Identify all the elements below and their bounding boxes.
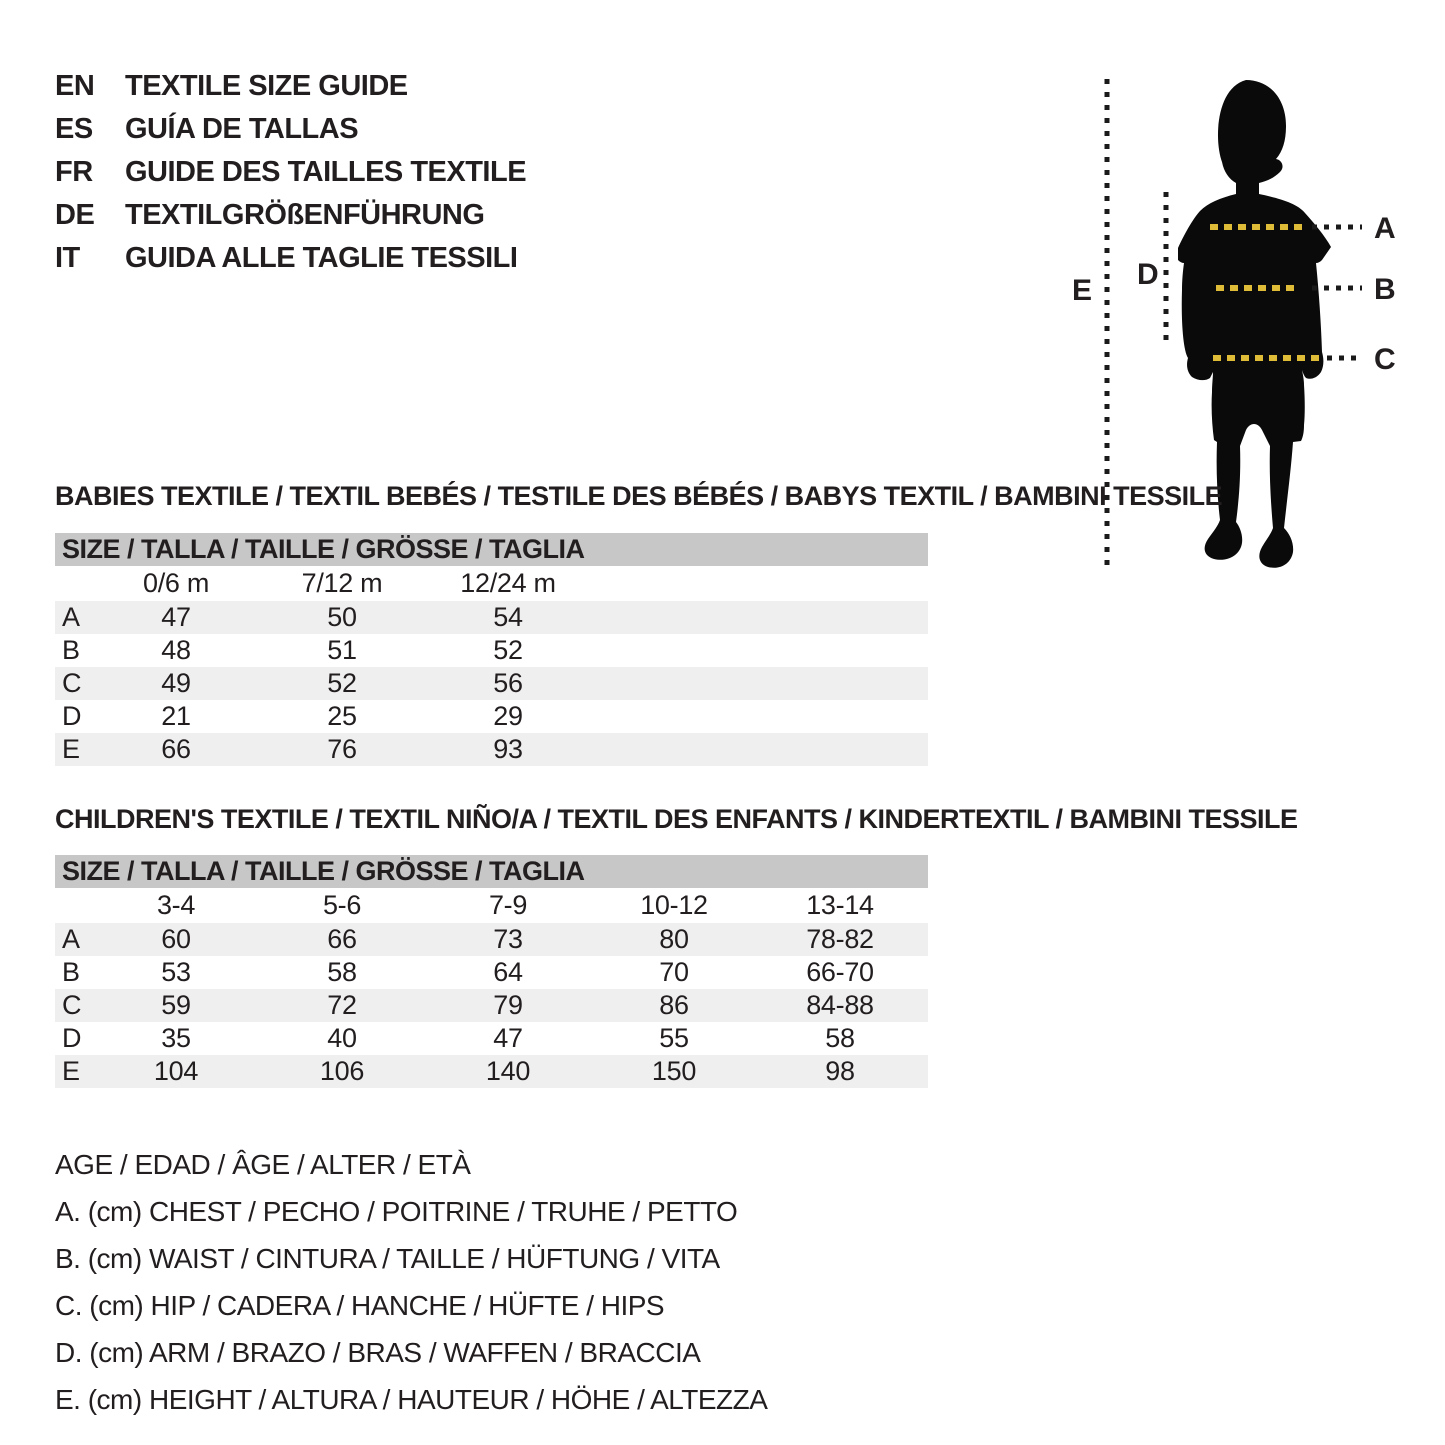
table-cell: 52 [493,635,523,665]
table-row [55,700,928,733]
legend-hip-line: C. (cm) HIP / CADERA / HANCHE / HÜFTE / HIPS [55,1290,665,1321]
table-cell: 70 [659,957,689,987]
language-row [55,237,526,280]
table-row [55,667,928,700]
filler-cell [591,601,928,634]
guide-title: GUIDA ALLE TAGLIE TESSILI [125,242,518,274]
table-cell: 54 [493,602,523,632]
table-row [55,1022,928,1055]
corner-cell [55,888,93,923]
babies-column-header-row [55,566,928,601]
hip-label-C: C [1374,343,1396,376]
table-cell: 93 [493,734,523,764]
table-cell: 59 [161,990,191,1020]
language-code: DE [55,199,95,231]
row-label: E [62,1056,80,1086]
table-row [55,1055,928,1088]
arm-label-D: D [1137,258,1159,291]
table-cell: 49 [161,668,191,698]
height-label-E: E [1072,274,1093,307]
legend-waist-line: B. (cm) WAIST / CINTURA / TAILLE / HÜFTUNG / VITA [55,1243,720,1274]
table-cell: 53 [161,957,191,987]
table-cell: 150 [651,1056,697,1086]
chest-label-A: A [1374,212,1396,245]
table-row [55,956,928,989]
table-cell: 76 [327,734,357,764]
column-header: 12/24 m [460,568,556,598]
table-row [55,601,928,634]
child-silhouette-diagram [1040,60,1445,600]
measurement-legend [55,1141,767,1423]
column-header: 0/6 m [142,568,210,598]
size-bar: SIZE / TALLA / TAILLE / GRÖSSE / TAGLIA [55,855,928,888]
row-label: D [62,1023,82,1053]
column-header: 7-9 [488,890,528,920]
table-cell: 78-82 [806,924,874,954]
children-size-table [55,855,928,1088]
language-row [55,108,526,151]
waist-label-B: B [1374,273,1396,306]
table-cell: 58 [327,957,357,987]
row-label: D [62,701,82,731]
table-cell: 52 [327,668,357,698]
row-label: A [62,602,80,632]
children-section-heading: CHILDREN'S TEXTILE / TEXTIL NIÑO/A / TEXTIL DES ENFANTS / KINDERTEXTIL / BAMBINI TESSILE [55,804,1298,834]
language-row [55,151,526,194]
table-cell: 35 [161,1023,191,1053]
language-code: EN [55,70,95,102]
filler-cell [923,923,928,956]
legend-chest-line: A. (cm) CHEST / PECHO / POITRINE / TRUHE / PETTO [55,1196,738,1227]
table-cell: 21 [161,701,191,731]
table-cell: 51 [327,635,357,665]
table-cell: 86 [659,990,689,1020]
table-row [55,923,928,956]
table-cell: 66 [161,734,191,764]
guide-title: TEXTILGRÖßENFÜHRUNG [125,199,485,231]
size-bar: SIZE / TALLA / TAILLE / GRÖSSE / TAGLIA [55,533,928,566]
table-cell: 104 [153,1056,199,1086]
table-cell: 80 [659,924,689,954]
table-cell: 66 [327,924,357,954]
table-cell: 106 [319,1056,365,1086]
table-cell: 40 [327,1023,357,1053]
table-row [55,634,928,667]
row-label: B [62,957,80,987]
column-header: 10-12 [640,890,708,920]
row-label: C [62,990,82,1020]
guide-title: GUIDE DES TAILLES TEXTILE [125,156,527,188]
row-label: E [62,734,80,764]
filler-cell [591,733,928,766]
filler-cell [923,956,928,989]
table-row [55,733,928,766]
row-label: C [62,668,82,698]
column-header: 13-14 [806,890,874,920]
table-cell: 64 [493,957,523,987]
table-cell: 140 [485,1056,531,1086]
language-title-block [55,65,526,280]
table-cell: 47 [161,602,191,632]
guide-title: TEXTILE SIZE GUIDE [125,70,408,102]
table-cell: 47 [493,1023,523,1053]
legend-arm-line: D. (cm) ARM / BRAZO / BRAS / WAFFEN / BRACCIA [55,1337,701,1368]
table-cell: 58 [825,1023,855,1053]
babies-section-heading: BABIES TEXTILE / TEXTIL BEBÉS / TESTILE DES BÉBÉS / BABYS TEXTIL / BAMBINI TESSILE [55,481,1223,511]
table-cell: 84-88 [806,990,874,1020]
language-row [55,65,526,108]
guide-title: GUÍA DE TALLAS [125,113,359,145]
table-cell: 98 [825,1056,855,1086]
filler-cell [591,566,928,601]
filler-cell [923,989,928,1022]
filler-cell [923,888,928,923]
table-cell: 50 [327,602,357,632]
language-row [55,194,526,237]
table-cell: 79 [493,990,523,1020]
table-cell: 66-70 [806,957,874,987]
table-cell: 60 [161,924,191,954]
table-cell: 25 [327,701,357,731]
language-code: ES [55,113,93,145]
row-label: B [62,635,80,665]
row-label: A [62,924,80,954]
column-header: 7/12 m [301,568,383,598]
children-column-header-row [55,888,928,923]
filler-cell [923,1022,928,1055]
table-cell: 56 [493,668,523,698]
filler-cell [923,1055,928,1088]
corner-cell [55,566,93,601]
language-code: FR [55,156,93,188]
filler-cell [591,634,928,667]
table-cell: 55 [659,1023,689,1053]
column-header: 3-4 [156,890,196,920]
legend-age-line: AGE / EDAD / ÂGE / ALTER / ETÀ [55,1149,471,1180]
filler-cell [591,667,928,700]
babies-size-table [55,533,928,766]
language-code: IT [55,242,80,274]
column-header: 5-6 [322,890,362,920]
legend-height-line: E. (cm) HEIGHT / ALTURA / HAUTEUR / HÖHE / ALTEZZA [55,1384,768,1415]
table-cell: 72 [327,990,357,1020]
table-cell: 29 [493,701,523,731]
table-row [55,989,928,1022]
table-cell: 73 [493,924,523,954]
table-cell: 48 [161,635,191,665]
filler-cell [591,700,928,733]
